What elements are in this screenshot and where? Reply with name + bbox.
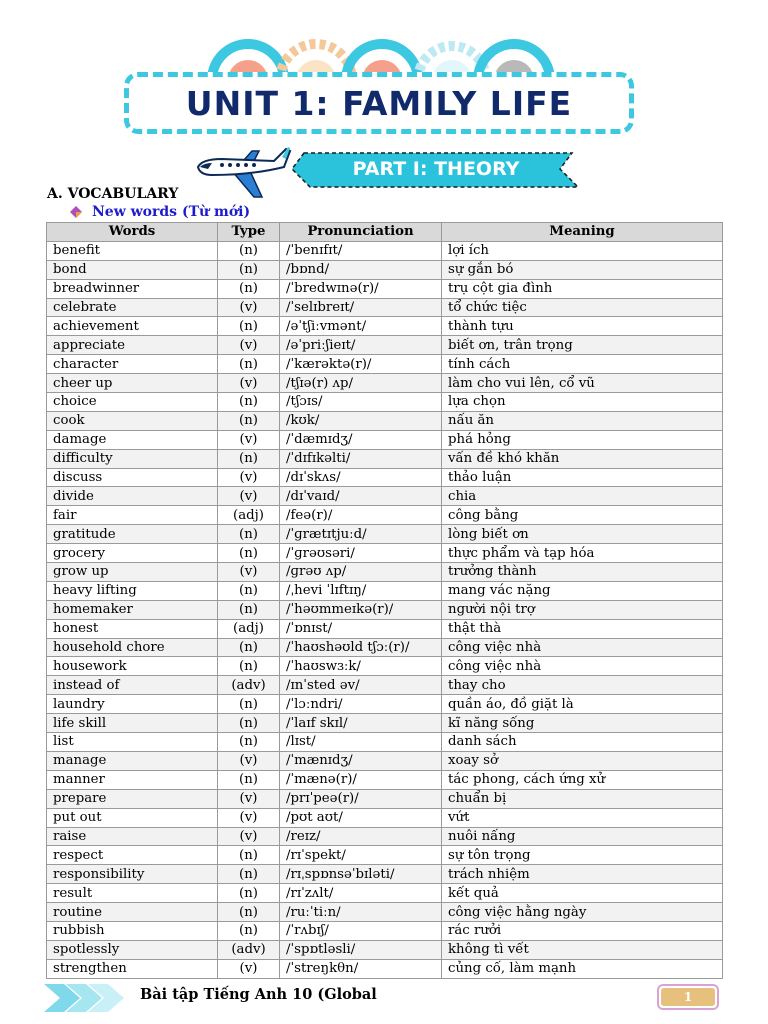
word-cell: achievement	[47, 317, 218, 336]
type-cell: (n)	[218, 600, 280, 619]
meaning-cell: mang vác nặng	[442, 581, 723, 600]
pronunciation-cell: /rɪˈzʌlt/	[280, 884, 442, 903]
type-cell: (v)	[218, 430, 280, 449]
table-row	[47, 638, 723, 657]
column-header-meaning: Meaning	[442, 223, 723, 242]
meaning-cell: lựa chọn	[442, 393, 723, 412]
subheading-text: New words (Từ mới)	[92, 204, 251, 220]
meaning-cell: vứt	[442, 808, 723, 827]
pronunciation-cell: /ˌhevi ˈlɪftɪŋ/	[280, 581, 442, 600]
footer-text: Bài tập Tiếng Anh 10 (Global	[140, 986, 377, 1003]
pronunciation-cell: /ˈmænə(r)/	[280, 770, 442, 789]
meaning-cell: thay cho	[442, 676, 723, 695]
pronunciation-cell: /ˈlaɪf skɪl/	[280, 714, 442, 733]
pronunciation-cell: /ˈstreŋkθn/	[280, 959, 442, 978]
word-cell: grocery	[47, 544, 218, 563]
type-cell: (n)	[218, 525, 280, 544]
word-cell: raise	[47, 827, 218, 846]
type-cell: (v)	[218, 808, 280, 827]
meaning-cell: thành tựu	[442, 317, 723, 336]
type-cell: (n)	[218, 921, 280, 940]
meaning-cell: chia	[442, 487, 723, 506]
pronunciation-cell: /prɪˈpeə(r)/	[280, 789, 442, 808]
title-box	[124, 72, 634, 134]
type-cell: (n)	[218, 317, 280, 336]
column-header-pronunciation: Pronunciation	[280, 223, 442, 242]
pronunciation-cell: /rɪˈspekt/	[280, 846, 442, 865]
table-row	[47, 544, 723, 563]
type-cell: (v)	[218, 959, 280, 978]
word-cell: routine	[47, 903, 218, 922]
type-cell: (v)	[218, 751, 280, 770]
type-cell: (adj)	[218, 619, 280, 638]
word-cell: benefit	[47, 241, 218, 260]
section-heading: A. VOCABULARY	[47, 186, 179, 202]
table-row	[47, 770, 723, 789]
meaning-cell: lợi ích	[442, 241, 723, 260]
column-header-type: Type	[218, 223, 280, 242]
chevron-arrows-icon	[44, 982, 134, 1014]
word-cell: discuss	[47, 468, 218, 487]
table-row	[47, 619, 723, 638]
pronunciation-cell: /ɪnˈsted əv/	[280, 676, 442, 695]
type-cell: (v)	[218, 827, 280, 846]
pronunciation-cell: /ˈbredwɪnə(r)/	[280, 279, 442, 298]
meaning-cell: trưởng thành	[442, 563, 723, 582]
word-cell: heavy lifting	[47, 581, 218, 600]
table-row	[47, 525, 723, 544]
page-number-badge	[657, 984, 719, 1010]
meaning-cell: tính cách	[442, 355, 723, 374]
type-cell: (v)	[218, 563, 280, 582]
meaning-cell: không tì vết	[442, 940, 723, 959]
table-row	[47, 563, 723, 582]
meaning-cell: chuẩn bị	[442, 789, 723, 808]
table-row	[47, 865, 723, 884]
type-cell: (n)	[218, 770, 280, 789]
word-cell: manner	[47, 770, 218, 789]
pronunciation-cell: /kʊk/	[280, 411, 442, 430]
vocabulary-table	[46, 222, 723, 979]
table-row	[47, 336, 723, 355]
table-row	[47, 430, 723, 449]
word-cell: bond	[47, 260, 218, 279]
meaning-cell: sự gắn bó	[442, 260, 723, 279]
word-cell: appreciate	[47, 336, 218, 355]
word-cell: life skill	[47, 714, 218, 733]
type-cell: (n)	[218, 581, 280, 600]
meaning-cell: công bằng	[442, 506, 723, 525]
meaning-cell: người nội trợ	[442, 600, 723, 619]
pronunciation-cell: /dɪˈskʌs/	[280, 468, 442, 487]
table-header-row	[47, 223, 723, 242]
table-row	[47, 751, 723, 770]
type-cell: (n)	[218, 714, 280, 733]
meaning-cell: nuôi nấng	[442, 827, 723, 846]
type-cell: (n)	[218, 449, 280, 468]
table-row	[47, 695, 723, 714]
meaning-cell: biết ơn, trân trọng	[442, 336, 723, 355]
pronunciation-cell: /ˈkærəktə(r)/	[280, 355, 442, 374]
pronunciation-cell: /reɪz/	[280, 827, 442, 846]
pronunciation-cell: /ˈhəʊmmeɪkə(r)/	[280, 600, 442, 619]
pronunciation-cell: /tʃɪə(r) ʌp/	[280, 374, 442, 393]
pronunciation-cell: /ˈrʌbɪʃ/	[280, 921, 442, 940]
word-cell: cook	[47, 411, 218, 430]
meaning-cell: thật thà	[442, 619, 723, 638]
pronunciation-cell: /ˈɡrəʊsəri/	[280, 544, 442, 563]
pronunciation-cell: /əˈpriːʃieɪt/	[280, 336, 442, 355]
word-cell: put out	[47, 808, 218, 827]
type-cell: (n)	[218, 884, 280, 903]
table-row	[47, 317, 723, 336]
word-cell: fair	[47, 506, 218, 525]
pronunciation-cell: /lɪst/	[280, 733, 442, 752]
meaning-cell: làm cho vui lên, cổ vũ	[442, 374, 723, 393]
type-cell: (n)	[218, 241, 280, 260]
pronunciation-cell: /ˈdɪfɪkəlti/	[280, 449, 442, 468]
meaning-cell: tổ chức tiệc	[442, 298, 723, 317]
meaning-cell: nấu ăn	[442, 411, 723, 430]
type-cell: (n)	[218, 865, 280, 884]
page-title: UNIT 1: FAMILY LIFE	[185, 83, 573, 123]
word-cell: damage	[47, 430, 218, 449]
gear-decoration	[0, 0, 768, 80]
pronunciation-cell: /əˈtʃiːvmənt/	[280, 317, 442, 336]
type-cell: (n)	[218, 279, 280, 298]
word-cell: homemaker	[47, 600, 218, 619]
word-cell: breadwinner	[47, 279, 218, 298]
word-cell: honest	[47, 619, 218, 638]
type-cell: (n)	[218, 355, 280, 374]
table-row	[47, 374, 723, 393]
type-cell: (n)	[218, 411, 280, 430]
type-cell: (v)	[218, 374, 280, 393]
table-row	[47, 506, 723, 525]
pronunciation-cell: /ˈɡrætɪtjuːd/	[280, 525, 442, 544]
word-cell: list	[47, 733, 218, 752]
meaning-cell: xoay sở	[442, 751, 723, 770]
pronunciation-cell: /ɡrəʊ ʌp/	[280, 563, 442, 582]
type-cell: (n)	[218, 260, 280, 279]
pronunciation-cell: /ruːˈtiːn/	[280, 903, 442, 922]
word-cell: strengthen	[47, 959, 218, 978]
table-body	[47, 241, 723, 978]
pronunciation-cell: /ˈhaʊshəʊld tʃɔː(r)/	[280, 638, 442, 657]
type-cell: (n)	[218, 544, 280, 563]
pronunciation-cell: /bɒnd/	[280, 260, 442, 279]
word-cell: result	[47, 884, 218, 903]
word-cell: prepare	[47, 789, 218, 808]
word-cell: gratitude	[47, 525, 218, 544]
table-row	[47, 581, 723, 600]
meaning-cell: vấn đề khó khăn	[442, 449, 723, 468]
meaning-cell: quần áo, đồ giặt là	[442, 695, 723, 714]
bullet-diamond-icon	[70, 206, 82, 218]
pronunciation-cell: /ˈbenɪfɪt/	[280, 241, 442, 260]
meaning-cell: trụ cột gia đình	[442, 279, 723, 298]
table-row	[47, 487, 723, 506]
meaning-cell: thảo luận	[442, 468, 723, 487]
word-cell: responsibility	[47, 865, 218, 884]
pronunciation-cell: /ˈɒnɪst/	[280, 619, 442, 638]
pronunciation-cell: /ˈmænɪdʒ/	[280, 751, 442, 770]
type-cell: (n)	[218, 695, 280, 714]
type-cell: (n)	[218, 846, 280, 865]
type-cell: (v)	[218, 298, 280, 317]
table-row	[47, 940, 723, 959]
table-row	[47, 355, 723, 374]
meaning-cell: công việc nhà	[442, 638, 723, 657]
word-cell: difficulty	[47, 449, 218, 468]
meaning-cell: kết quả	[442, 884, 723, 903]
table-row	[47, 600, 723, 619]
pronunciation-cell: /ˈhaʊswɜːk/	[280, 657, 442, 676]
table-row	[47, 393, 723, 412]
table-row	[47, 884, 723, 903]
word-cell: celebrate	[47, 298, 218, 317]
pronunciation-cell: /feə(r)/	[280, 506, 442, 525]
meaning-cell: phá hỏng	[442, 430, 723, 449]
type-cell: (v)	[218, 789, 280, 808]
table-row	[47, 789, 723, 808]
type-cell: (v)	[218, 468, 280, 487]
table-row	[47, 921, 723, 940]
table-row	[47, 449, 723, 468]
word-cell: character	[47, 355, 218, 374]
pronunciation-cell: /tʃɔɪs/	[280, 393, 442, 412]
word-cell: choice	[47, 393, 218, 412]
word-cell: instead of	[47, 676, 218, 695]
page-number: 1	[661, 988, 715, 1006]
meaning-cell: củng cố, làm mạnh	[442, 959, 723, 978]
column-header-words: Words	[47, 223, 218, 242]
pronunciation-cell: /ˈspɒtləsli/	[280, 940, 442, 959]
table-row	[47, 260, 723, 279]
meaning-cell: rác rưởi	[442, 921, 723, 940]
pronunciation-cell: /ˈlɔːndri/	[280, 695, 442, 714]
subheading	[70, 204, 250, 220]
meaning-cell: kĩ năng sống	[442, 714, 723, 733]
type-cell: (n)	[218, 903, 280, 922]
table-row	[47, 827, 723, 846]
word-cell: respect	[47, 846, 218, 865]
pronunciation-cell: /rɪˌspɒnsəˈbɪləti/	[280, 865, 442, 884]
pronunciation-cell: /ˈselɪbreɪt/	[280, 298, 442, 317]
pronunciation-cell: /dɪˈvaɪd/	[280, 487, 442, 506]
table-row	[47, 279, 723, 298]
meaning-cell: công việc nhà	[442, 657, 723, 676]
table-row	[47, 298, 723, 317]
meaning-cell: tác phong, cách ứng xử	[442, 770, 723, 789]
word-cell: manage	[47, 751, 218, 770]
pronunciation-cell: /pʊt aʊt/	[280, 808, 442, 827]
meaning-cell: sự tôn trọng	[442, 846, 723, 865]
table-row	[47, 808, 723, 827]
type-cell: (v)	[218, 487, 280, 506]
word-cell: household chore	[47, 638, 218, 657]
table-row	[47, 959, 723, 978]
word-cell: rubbish	[47, 921, 218, 940]
word-cell: grow up	[47, 563, 218, 582]
table-row	[47, 903, 723, 922]
table-row	[47, 411, 723, 430]
meaning-cell: lòng biết ơn	[442, 525, 723, 544]
type-cell: (n)	[218, 638, 280, 657]
type-cell: (adv)	[218, 940, 280, 959]
type-cell: (v)	[218, 336, 280, 355]
table-row	[47, 657, 723, 676]
table-row	[47, 733, 723, 752]
table-row	[47, 241, 723, 260]
type-cell: (adv)	[218, 676, 280, 695]
word-cell: spotlessly	[47, 940, 218, 959]
meaning-cell: danh sách	[442, 733, 723, 752]
pronunciation-cell: /ˈdæmɪdʒ/	[280, 430, 442, 449]
type-cell: (n)	[218, 733, 280, 752]
type-cell: (n)	[218, 393, 280, 412]
meaning-cell: trách nhiệm	[442, 865, 723, 884]
table-row	[47, 676, 723, 695]
word-cell: cheer up	[47, 374, 218, 393]
meaning-cell: thực phẩm và tạp hóa	[442, 544, 723, 563]
type-cell: (n)	[218, 657, 280, 676]
word-cell: divide	[47, 487, 218, 506]
word-cell: housework	[47, 657, 218, 676]
table-row	[47, 714, 723, 733]
part-label: PART I: THEORY	[352, 158, 520, 180]
table-row	[47, 468, 723, 487]
word-cell: laundry	[47, 695, 218, 714]
airplane-icon	[192, 145, 292, 201]
type-cell: (adj)	[218, 506, 280, 525]
table-row	[47, 846, 723, 865]
meaning-cell: công việc hằng ngày	[442, 903, 723, 922]
